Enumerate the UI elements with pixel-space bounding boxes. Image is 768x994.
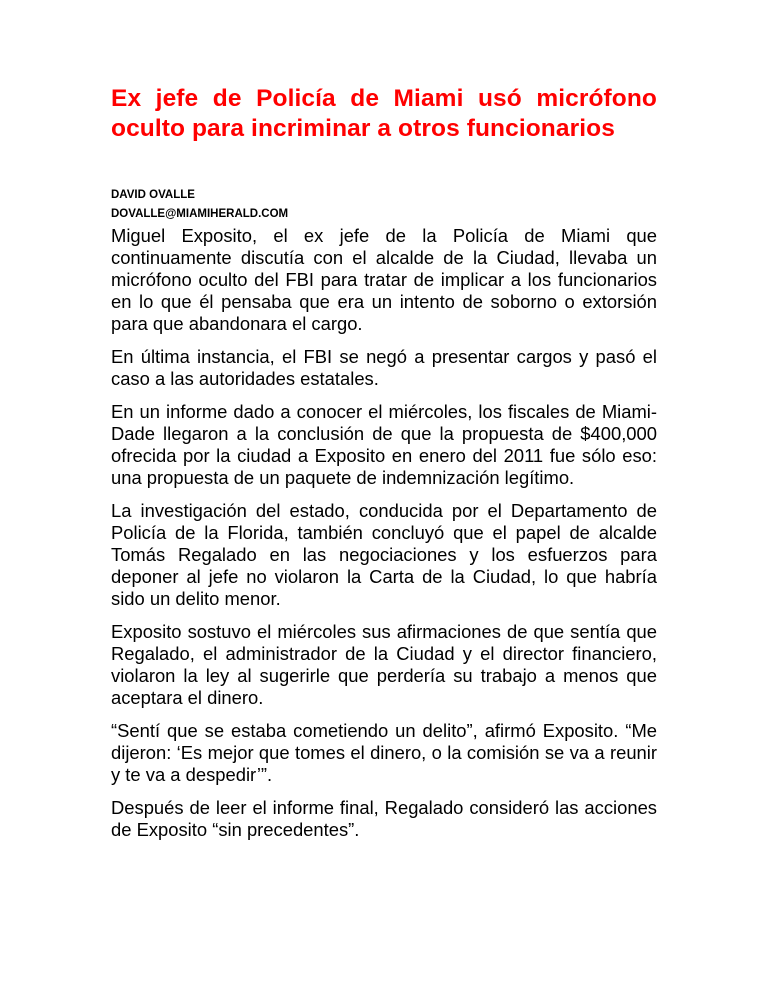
author-name: DAVID OVALLE (111, 189, 195, 201)
article-paragraph: Miguel Exposito, el ex jefe de la Policía de Miami que continuamente discutía con el alcalde de la Ciudad, llevaba un micrófono oculto del FBI para tratar de implicar a los funcionarios en lo que él pensaba que era un intento de soborno o extorsión para que abandonara el cargo. (111, 225, 657, 334)
article-paragraph: Después de leer el informe final, Regalado consideró las acciones de Exposito “sin precedentes”. (111, 797, 657, 840)
article-headline: Ex jefe de Policía de Miami usó micrófono oculto para incriminar a otros funcionarios (111, 85, 657, 142)
article-page (111, 84, 657, 852)
byline (111, 186, 657, 224)
article-paragraph: “Sentí que se estaba cometiendo un delito”, afirmó Exposito. “Me dijeron: ‘Es mejor que tomes el dinero, o la comisión se va a reunir y te va a despedir’”. (111, 720, 657, 785)
article-paragraph: La investigación del estado, conducida por el Departamento de Policía de la Florida, también concluyó que el papel de alcalde Tomás Regalado en las negociaciones y los esfuerzos para deponer al jefe no violaron la Carta de la Ciudad, lo que habría sido un delito menor. (111, 500, 657, 609)
article-paragraph: En un informe dado a conocer el miércoles, los fiscales de Miami-Dade llegaron a la conclusión de que la propuesta de $400,000 ofrecida por la ciudad a Exposito en enero del 2011 fue sólo eso: una propuesta de un paquete de indemnización legítimo. (111, 401, 657, 488)
article-body (111, 225, 657, 841)
author-email: DOVALLE@MIAMIHERALD.COM (111, 208, 289, 220)
article-paragraph: En última instancia, el FBI se negó a presentar cargos y pasó el caso a las autoridades estatales. (111, 346, 657, 389)
article-paragraph: Exposito sostuvo el miércoles sus afirmaciones de que sentía que Regalado, el administrador de la Ciudad y el director financiero, violaron la ley al sugerirle que perdería su trabajo a menos que aceptara el dinero. (111, 621, 657, 708)
